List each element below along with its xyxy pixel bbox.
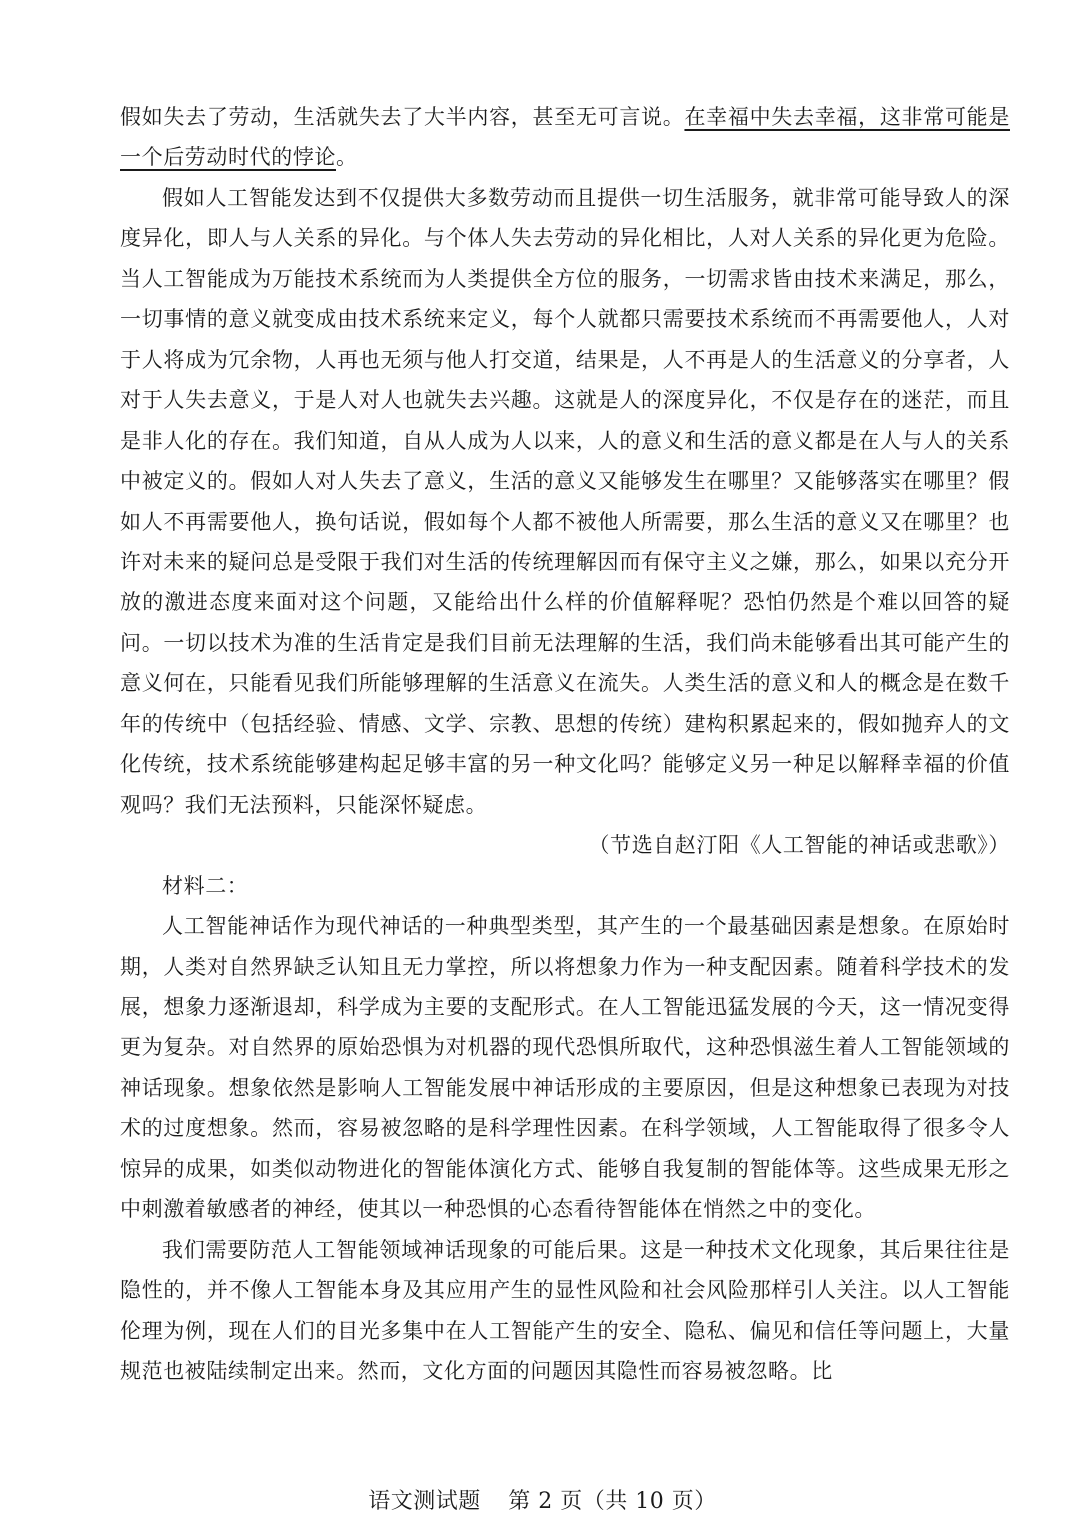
text-span: 假如失去了劳动，生活就失去了大半内容，甚至无可言说。: [120, 105, 685, 129]
section-heading: 材料二：: [162, 873, 249, 898]
underlined-sentence: 在幸福中失去幸福，这非常可能是一个后劳动时代的悖论: [120, 105, 1010, 170]
paragraph: [120, 97, 1010, 178]
paragraph: 我们需要防范人工智能领域神话现象的可能后果。这是一种技术文化现象，其后果往往是隐性的，并不像人工智能本身及其应用产生的显性风险和社会风险那样引人关注。以人工智能伦理为例，现在人们的目光多集中在人工智能产生的安全、隐私、偏见和信任等问题上，大量规范也被陆续制定出来。然而，文化方面的问题因其隐性而容易被忽略。比: [120, 1237, 1010, 1384]
text-span: 。: [336, 145, 358, 170]
paragraph: 人工智能神话作为现代神话的一种典型类型，其产生的一个最基础因素是想象。在原始时期，人类对自然界缺乏认知且无力掌控，所以将想象力作为一种支配因素。随着科学技术的发展，想象力逐渐退却，科学成为主要的支配形式。在人工智能迅猛发展的今天，这一情况变得更为复杂。对自然界的原始恐惧为对机器的现代恐惧所取代，这种恐惧滋生着人工智能领域的神话现象。想象依然是影响人工智能发展中神话形成的主要原因，但是这种想象已表现为对技术的过度想象。然而，容易被忽略的是科学理性因素。在科学领域，人工智能取得了很多令人惊异的成果，如类似动物进化的智能体演化方式、能够自我复制的智能体等。这些成果无形之中刺激着敏感者的神经，使其以一种恐惧的心态看待智能体在悄然之中的变化。: [120, 914, 1010, 1222]
footer-page-number: 第 2 页（共 10 页）: [508, 1489, 717, 1514]
source-citation: （节选自赵汀阳《人工智能的神话或悲歌》）: [588, 833, 1010, 858]
page-footer: [0, 1484, 1085, 1515]
article-body: [120, 97, 1010, 1392]
paragraph: 假如人工智能发达到不仅提供大多数劳动而且提供一切生活服务，就非常可能导致人的深度异化，即人与人关系的异化。与个体人失去劳动的异化相比，人对人关系的异化更为危险。当人工智能成为万能技术系统而为人类提供全方位的服务，一切需求皆由技术来满足，那么，一切事情的意义就变成由技术系统来定义，每个人就都只需要技术系统而不再需要他人，人对于人将成为冗余物，人再也无须与他人打交道，结果是，人不再是人的生活意义的分享者，人对于人失去意义，于是人对人也就失去兴趣。这就是人的深度异化，不仅是存在的迷茫，而且是非人化的存在。我们知道，自从人成为人以来，人的意义和生活的意义都是在人与人的关系中被定义的。假如人对人失去了意义，生活的意义又能够发生在哪里？又能够落实在哪里？假如人不再需要他人，换句话说，假如每个人都不被他人所需要，那么生活的意义又在哪里？也许对未来的疑问总是受限于我们对生活的传统理解因而有保守主义之嫌，那么，如果以充分开放的激进态度来面对这个问题，又能给出什么样的价值解释呢？恐怕仍然是个难以回答的疑问。一切以技术为准的生活肯定是我们目前无法理解的生活，我们尚未能够看出其可能产生的意义何在，只能看见我们所能够理解的生活意义在流失。人类生活的意义和人的概念是在数千年的传统中（包括经验、情感、文学、宗教、思想的传统）建构积累起来的，假如抛弃人的文化传统，技术系统能够建构起足够丰富的另一种文化吗？能够定义另一种足以解释幸福的价值观吗？我们无法预料，只能深怀疑虑。: [120, 185, 1010, 817]
footer-subject: 语文测试题: [368, 1489, 481, 1514]
